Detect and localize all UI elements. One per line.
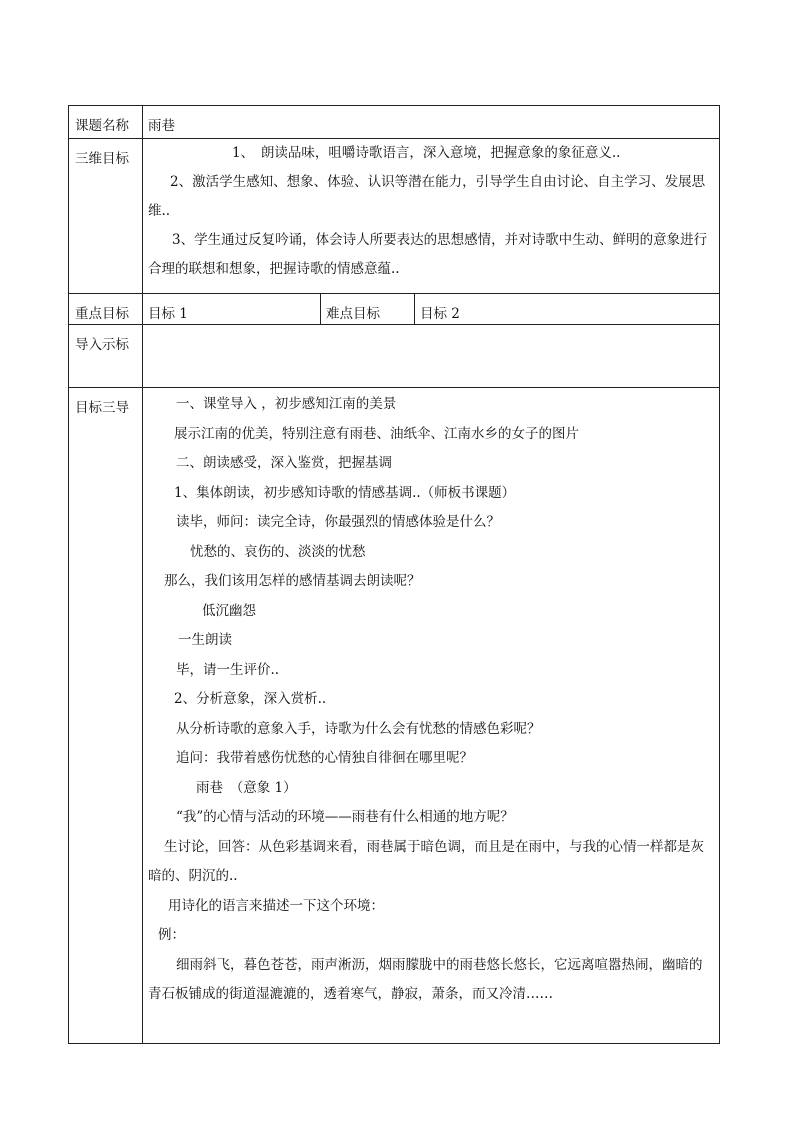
intro-label: 导入示标 <box>69 325 143 388</box>
intro-value <box>143 325 720 388</box>
guide-line: 2、分析意象，深入赏析.. <box>174 691 327 707</box>
goal-item-2: 2、激活学生感知、想象、体验、认识等潜在能力，引导学生自由讨论、自主学习、发展思维.. <box>148 174 706 219</box>
guide-line: 例： <box>158 927 185 943</box>
guide-content <box>143 388 720 1044</box>
goals-content <box>143 139 720 294</box>
guide-line: 展示江南的优美，特别注意有雨巷、油纸伞、江南水乡的女子的图片 <box>174 425 579 442</box>
difficult-value: 目标 2 <box>415 294 720 325</box>
key-row <box>69 294 720 325</box>
intro-row <box>69 325 720 388</box>
lesson-plan-table <box>68 105 720 1044</box>
guide-line: 1、集体朗读，初步感知诗歌的情感基调..（师板书课题） <box>174 484 516 501</box>
guide-row <box>69 388 720 1044</box>
guide-line: “我”的心情与活动的环境——雨巷有什么相通的地方呢？ <box>176 809 514 825</box>
guide-line: 雨巷 （意象 1） <box>196 779 297 796</box>
difficult-label: 难点目标 <box>321 294 415 325</box>
title-value: 雨巷 <box>143 106 720 139</box>
goals-label: 三维目标 <box>69 139 143 294</box>
guide-line: 低沉幽怨 <box>202 602 256 619</box>
guide-line: 那么，我们该用怎样的感情基调去朗读呢？ <box>164 573 421 589</box>
guide-line: 毕，请一生评价.. <box>176 661 280 678</box>
guide-line: 一生朗读 <box>178 632 232 648</box>
title-label: 课题名称 <box>69 106 143 139</box>
guide-line: 读毕，师问：读完全诗，你最强烈的情感体验是什么？ <box>176 514 500 530</box>
guide-line: 追问：我带着感伤忧愁的心情独自徘徊在哪里呢？ <box>176 750 473 766</box>
guide-line: 从分析诗歌的意象入手，诗歌为什么会有忧愁的情感色彩呢？ <box>176 720 541 737</box>
guide-line: 生讨论，回答：从色彩基调来看，雨巷属于暗色调，而且是在雨中，与我的心情一样都是灰暗的、阴沉的.. <box>148 838 704 884</box>
goal-item-3: 3、学生通过反复吟诵，体会诗人所要表达的思想感情，并对诗歌中生动、鲜明的意象进行合理的联想和想象，把握诗歌的情感意蕴.. <box>148 232 708 277</box>
title-row <box>69 106 720 139</box>
guide-line: 用诗化的语言来描述一下这个环境： <box>168 897 384 914</box>
guide-label: 目标三导 <box>69 388 143 1044</box>
key-value: 目标 1 <box>143 294 321 325</box>
guide-line: 忧愁的、哀伤的、淡淡的忧愁 <box>190 543 366 560</box>
guide-line: 细雨斜飞，暮色苍苍，雨声淅沥，烟雨朦胧中的雨巷悠长悠长，它远离喧嚣热闹，幽暗的青石板铺成的街道湿漉漉的，透着寒气，静寂，萧条，而又冷清…… <box>148 956 703 1002</box>
goals-row <box>69 139 720 294</box>
guide-line: 一、课堂导入 ，初步感知江南的美景 <box>176 396 397 412</box>
key-label: 重点目标 <box>69 294 143 325</box>
goal-item-1: 1、 朗读品味，咀嚼诗歌语言，深入意境，把握意象的象征意义.. <box>232 145 621 161</box>
guide-line: 二、朗读感受，深入鉴赏，把握基调 <box>176 455 392 471</box>
